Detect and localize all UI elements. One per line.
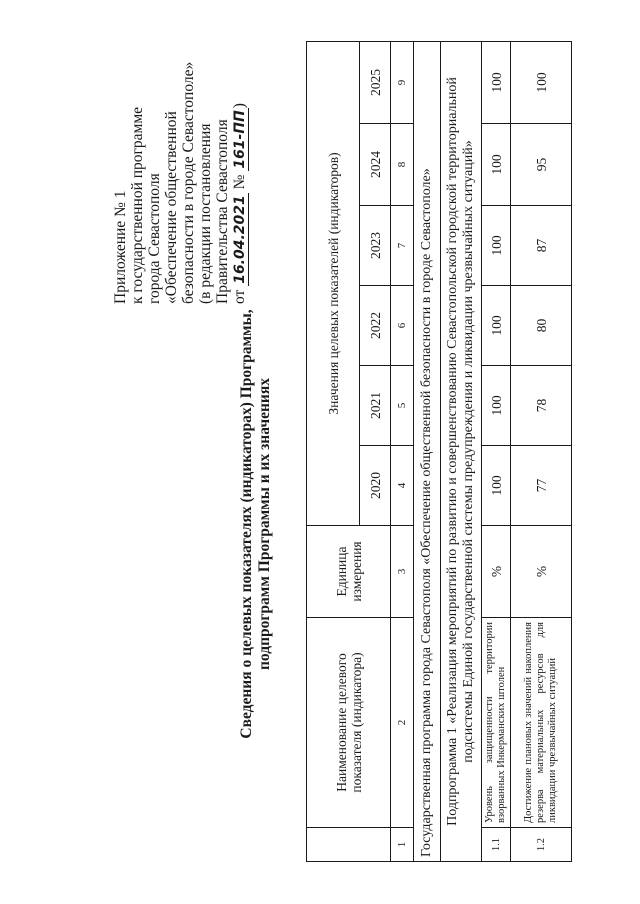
program-title-row xyxy=(414,41,441,861)
header-row-1 xyxy=(307,41,360,861)
subprogram-title: Подпрограмма 1 «Реализация мероприятий по развитию и совершенствованию Севастопольской городской территориальной подсистемы Единой государственной системы предупреждения и ликвидации чрезвычайных ситуаций» xyxy=(441,41,482,861)
table-row xyxy=(511,41,572,861)
indicators-table xyxy=(306,41,572,862)
column-number: 6 xyxy=(391,286,414,366)
indicator-value: 95 xyxy=(511,124,572,206)
appendix-line: безопасности в городе Севастополе» xyxy=(180,61,197,304)
column-number: 7 xyxy=(391,206,414,286)
indicator-unit: % xyxy=(482,526,511,618)
column-number: 3 xyxy=(391,526,414,618)
appendix-line: Приложение № 1 xyxy=(112,190,129,304)
title-line-1: Сведения о целевых показателях (индикаторах) Программы, xyxy=(238,309,255,739)
indicator-unit: % xyxy=(511,526,572,618)
appendix-line: к государственной программе xyxy=(129,106,146,304)
column-number: 5 xyxy=(391,366,414,446)
program-title: Государственная программа города Севастополя «Обеспечение общественной безопасности в городе Севастополе» xyxy=(414,41,441,861)
indicator-name: Уровень защищенности территории взорванных Инкерманских штолен xyxy=(482,618,511,828)
closing-paren: ) xyxy=(231,103,248,109)
column-number: 1 xyxy=(391,828,414,862)
year-header: 2021 xyxy=(360,366,391,446)
header-values-cell: Значения целевых показателей (индикаторов) xyxy=(307,41,360,525)
indicator-value: 80 xyxy=(511,286,572,366)
year-header: 2024 xyxy=(360,124,391,206)
indicator-value: 100 xyxy=(482,286,511,366)
indicator-value: 100 xyxy=(482,366,511,446)
indicator-value: 100 xyxy=(482,41,511,123)
appendix-block xyxy=(112,61,249,304)
indicators-table-wrapper xyxy=(306,42,572,862)
year-header: 2023 xyxy=(360,206,391,286)
appendix-line: (в редакции постановления xyxy=(197,123,214,304)
indicator-value: 100 xyxy=(482,446,511,526)
column-number: 9 xyxy=(391,41,414,123)
date-prefix: от xyxy=(231,289,248,304)
indicator-value: 78 xyxy=(511,366,572,446)
header-num-cell xyxy=(307,828,391,862)
number-prefix: № xyxy=(231,174,248,190)
indicator-name: Достижение плановых значений накопления резерва материальных ресурсов для ликвидации чрезвычайных ситуаций xyxy=(511,618,572,828)
appendix-line: «Обеспечение общественной xyxy=(163,111,180,304)
row-number: 1.2 xyxy=(511,828,572,862)
column-number: 2 xyxy=(391,618,414,828)
column-number: 8 xyxy=(391,124,414,206)
indicator-value: 100 xyxy=(482,206,511,286)
title-line-2: подпрограмм Программы и их значениях xyxy=(256,378,273,670)
year-header: 2025 xyxy=(360,41,391,123)
row-number: 1.1 xyxy=(482,828,511,862)
header-unit-cell: Единица измерения xyxy=(307,526,391,618)
year-header: 2020 xyxy=(360,446,391,526)
appendix-line: города Севастополя xyxy=(146,173,163,304)
subprogram-title-row xyxy=(441,41,482,861)
table-row xyxy=(482,41,511,861)
handwritten-number: 161-ПП xyxy=(232,110,248,169)
header-name-cell: Наименование целевого показателя (индикатора) xyxy=(307,618,391,828)
appendix-line: Правительства Севастополя xyxy=(214,119,231,304)
handwritten-date: 16.04.2021 xyxy=(232,195,248,284)
indicator-value: 77 xyxy=(511,446,572,526)
document-title xyxy=(238,204,274,844)
indicator-value: 100 xyxy=(482,124,511,206)
column-number: 4 xyxy=(391,446,414,526)
indicator-value: 100 xyxy=(511,41,572,123)
column-numbering-row xyxy=(391,41,414,861)
year-header: 2022 xyxy=(360,286,391,366)
indicator-value: 87 xyxy=(511,206,572,286)
